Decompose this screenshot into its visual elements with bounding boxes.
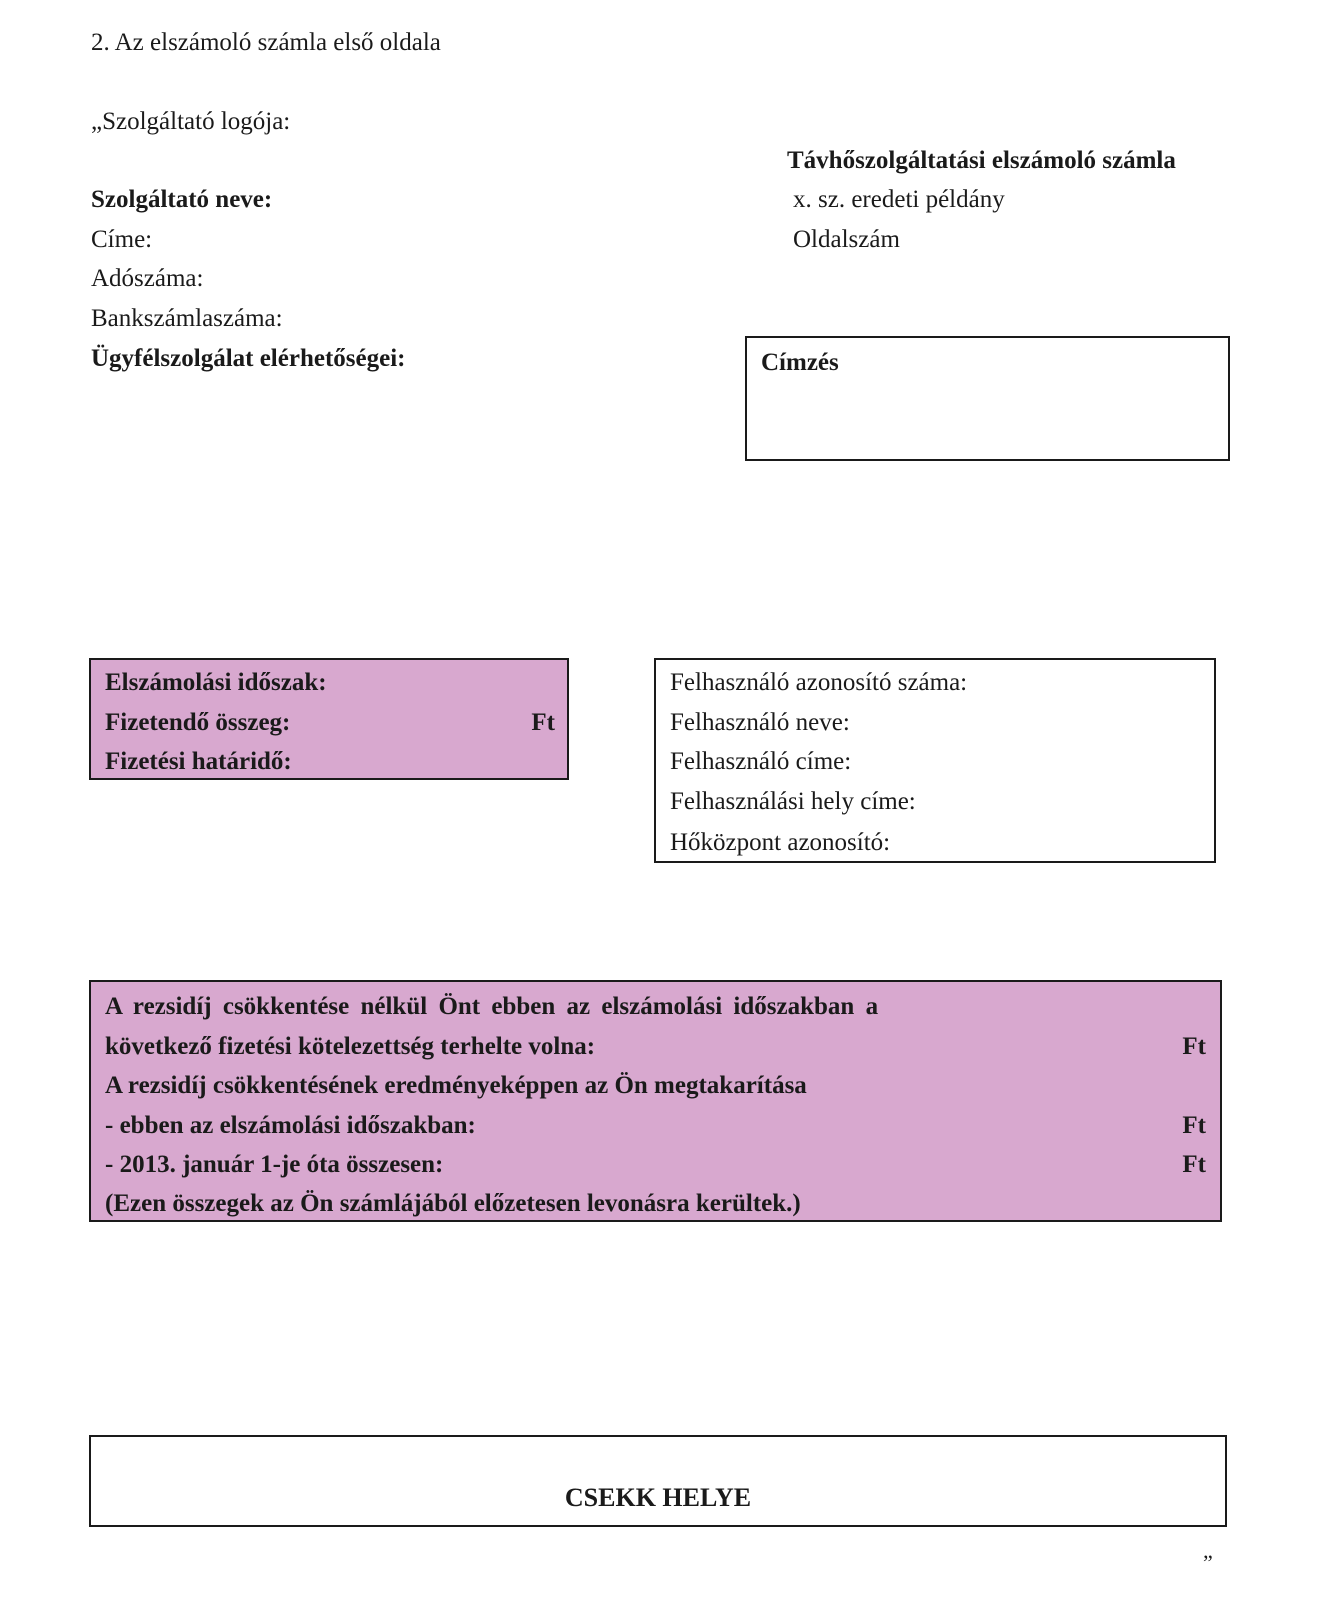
section-title: 2. Az elszámoló számla első oldala — [91, 29, 441, 56]
amount-due-label: Fizetendő összeg: — [105, 709, 291, 736]
savings-line-4-unit: Ft — [1182, 1112, 1206, 1139]
payment-deadline-label: Fizetési határidő: — [105, 748, 292, 775]
addressee-label: Címzés — [761, 349, 839, 376]
savings-line-3: A rezsidíj csökkentésének eredményeképpen az Ön megtakarítása — [105, 1072, 807, 1099]
provider-address-label: Címe: — [91, 226, 153, 253]
billing-summary-box — [89, 658, 569, 780]
check-label: CSEKK HELYE — [564, 1483, 752, 1512]
savings-line-4: - ebben az elszámolási időszakban: — [105, 1112, 476, 1139]
user-info-box — [654, 658, 1216, 863]
logo-label: „Szolgáltató logója: — [91, 108, 291, 135]
savings-line-2: következő fizetési kötelezettség terhelte volna: — [105, 1033, 596, 1060]
user-name-label: Felhasználó neve: — [670, 709, 850, 736]
addressee-box — [745, 336, 1230, 461]
support-label: Ügyfélszolgálat elérhetőségei: — [91, 345, 406, 372]
savings-box — [89, 980, 1222, 1222]
check-placeholder-box — [89, 1435, 1227, 1527]
provider-name-label: Szolgáltató neve: — [91, 186, 273, 213]
savings-line-5: - 2013. január 1-je óta összesen: — [105, 1151, 444, 1178]
savings-line-1: A rezsidíj csökkentése nélkül Önt ebben az elszámolási időszakban a — [105, 993, 879, 1020]
amount-due-unit: Ft — [531, 709, 555, 736]
closing-quote: ” — [1203, 1550, 1213, 1575]
invoice-title: Távhőszolgáltatási elszámoló számla — [787, 147, 1176, 174]
usage-site-label: Felhasználási hely címe: — [670, 788, 916, 815]
substation-id-label: Hőközpont azonosító: — [670, 829, 891, 856]
savings-line-6: (Ezen összegek az Ön számlájából előzetesen levonásra kerültek.) — [105, 1190, 801, 1217]
provider-tax-label: Adószáma: — [91, 265, 204, 292]
user-address-label: Felhasználó címe: — [670, 748, 852, 775]
savings-line-5-unit: Ft — [1182, 1151, 1206, 1178]
page-number-label: Oldalszám — [793, 226, 900, 253]
copy-label: x. sz. eredeti példány — [793, 186, 1005, 213]
billing-period-label: Elszámolási időszak: — [105, 669, 327, 696]
user-id-label: Felhasználó azonosító száma: — [670, 669, 968, 696]
provider-bank-label: Bankszámlaszáma: — [91, 305, 283, 332]
savings-line-2-unit: Ft — [1182, 1033, 1206, 1060]
